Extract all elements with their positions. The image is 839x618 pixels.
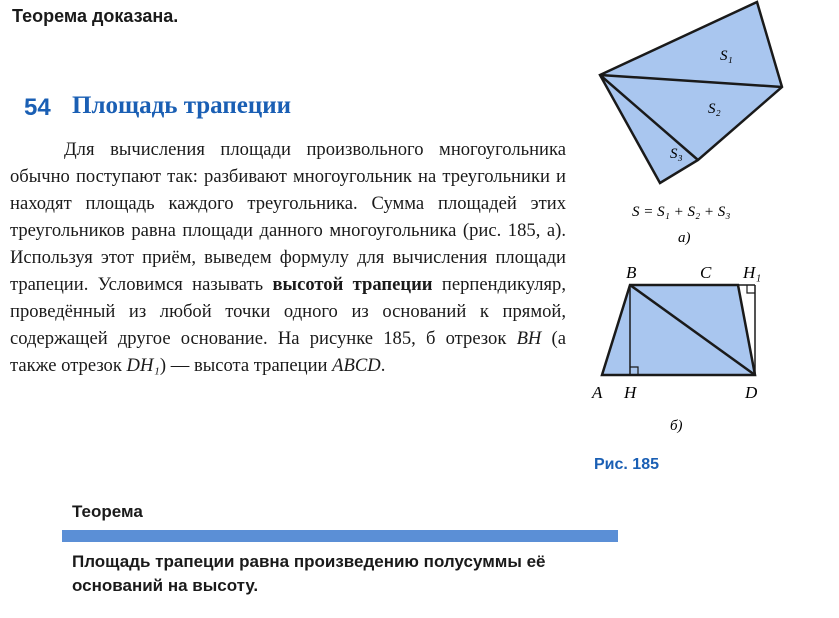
theorem-divider <box>62 530 618 542</box>
section-number: 54 <box>24 94 51 121</box>
body-text-part1: Для вычисления площади произвольного многоугольника обычно поступают так: разбивают многоугольник на треугольники и находят площадь каждого треугольника. Сумма площадей этих треугольников равна площади данного многоугольника (рис. 185, а). Используя этот приём, выведем формулу для вычисления площади трапеции. Условимся называть <box>10 139 566 295</box>
segment-dh1: DH₁ <box>126 355 160 376</box>
term-height: высотой трапеции <box>272 274 433 295</box>
body-text-part4: ) — высота трапеции <box>159 355 333 376</box>
label-s1: S₁ <box>720 48 733 64</box>
vertex-c: C <box>700 263 712 282</box>
section-title: Площадь трапеции <box>72 92 292 119</box>
body-text-part3: (а также отрезок <box>10 328 566 376</box>
theorem-heading: Теорема <box>72 502 143 521</box>
vertex-d: D <box>745 383 758 402</box>
label-s3: S₃ <box>670 146 683 162</box>
right-angle-h1 <box>747 285 755 293</box>
figure-a <box>600 2 782 246</box>
trapezoid-name: ABCD <box>332 355 381 376</box>
trapezoid-abcd <box>602 285 755 375</box>
vertex-b: B <box>626 263 637 282</box>
vertex-h: H <box>624 383 637 402</box>
body-text-end: . <box>380 355 386 376</box>
body-text-part2: перпендикуляр, проведённый из любой точки одного из оснований к прямой, содержащей другое основание. На рисунке 185, б отрезок <box>10 274 566 349</box>
formula-sum: S = S₁ + S₂ + S₃ <box>632 204 731 220</box>
figure-b <box>591 263 761 434</box>
figure-caption: Рис. 185 <box>594 456 659 473</box>
sublabel-a: а) <box>678 230 691 246</box>
theorem-text: Площадь трапеции равна произведению полусуммы её оснований на высоту. <box>72 552 546 595</box>
figure-185 <box>560 0 839 480</box>
vertex-a: A <box>592 383 603 402</box>
vertex-h1: H₁ <box>743 263 762 282</box>
body-paragraph <box>10 136 566 379</box>
top-note: Теорема доказана. <box>12 6 179 26</box>
label-s2: S₂ <box>708 101 721 117</box>
polygon-a <box>600 2 782 183</box>
segment-bh: BH <box>516 328 542 349</box>
sublabel-b: б) <box>670 418 683 434</box>
